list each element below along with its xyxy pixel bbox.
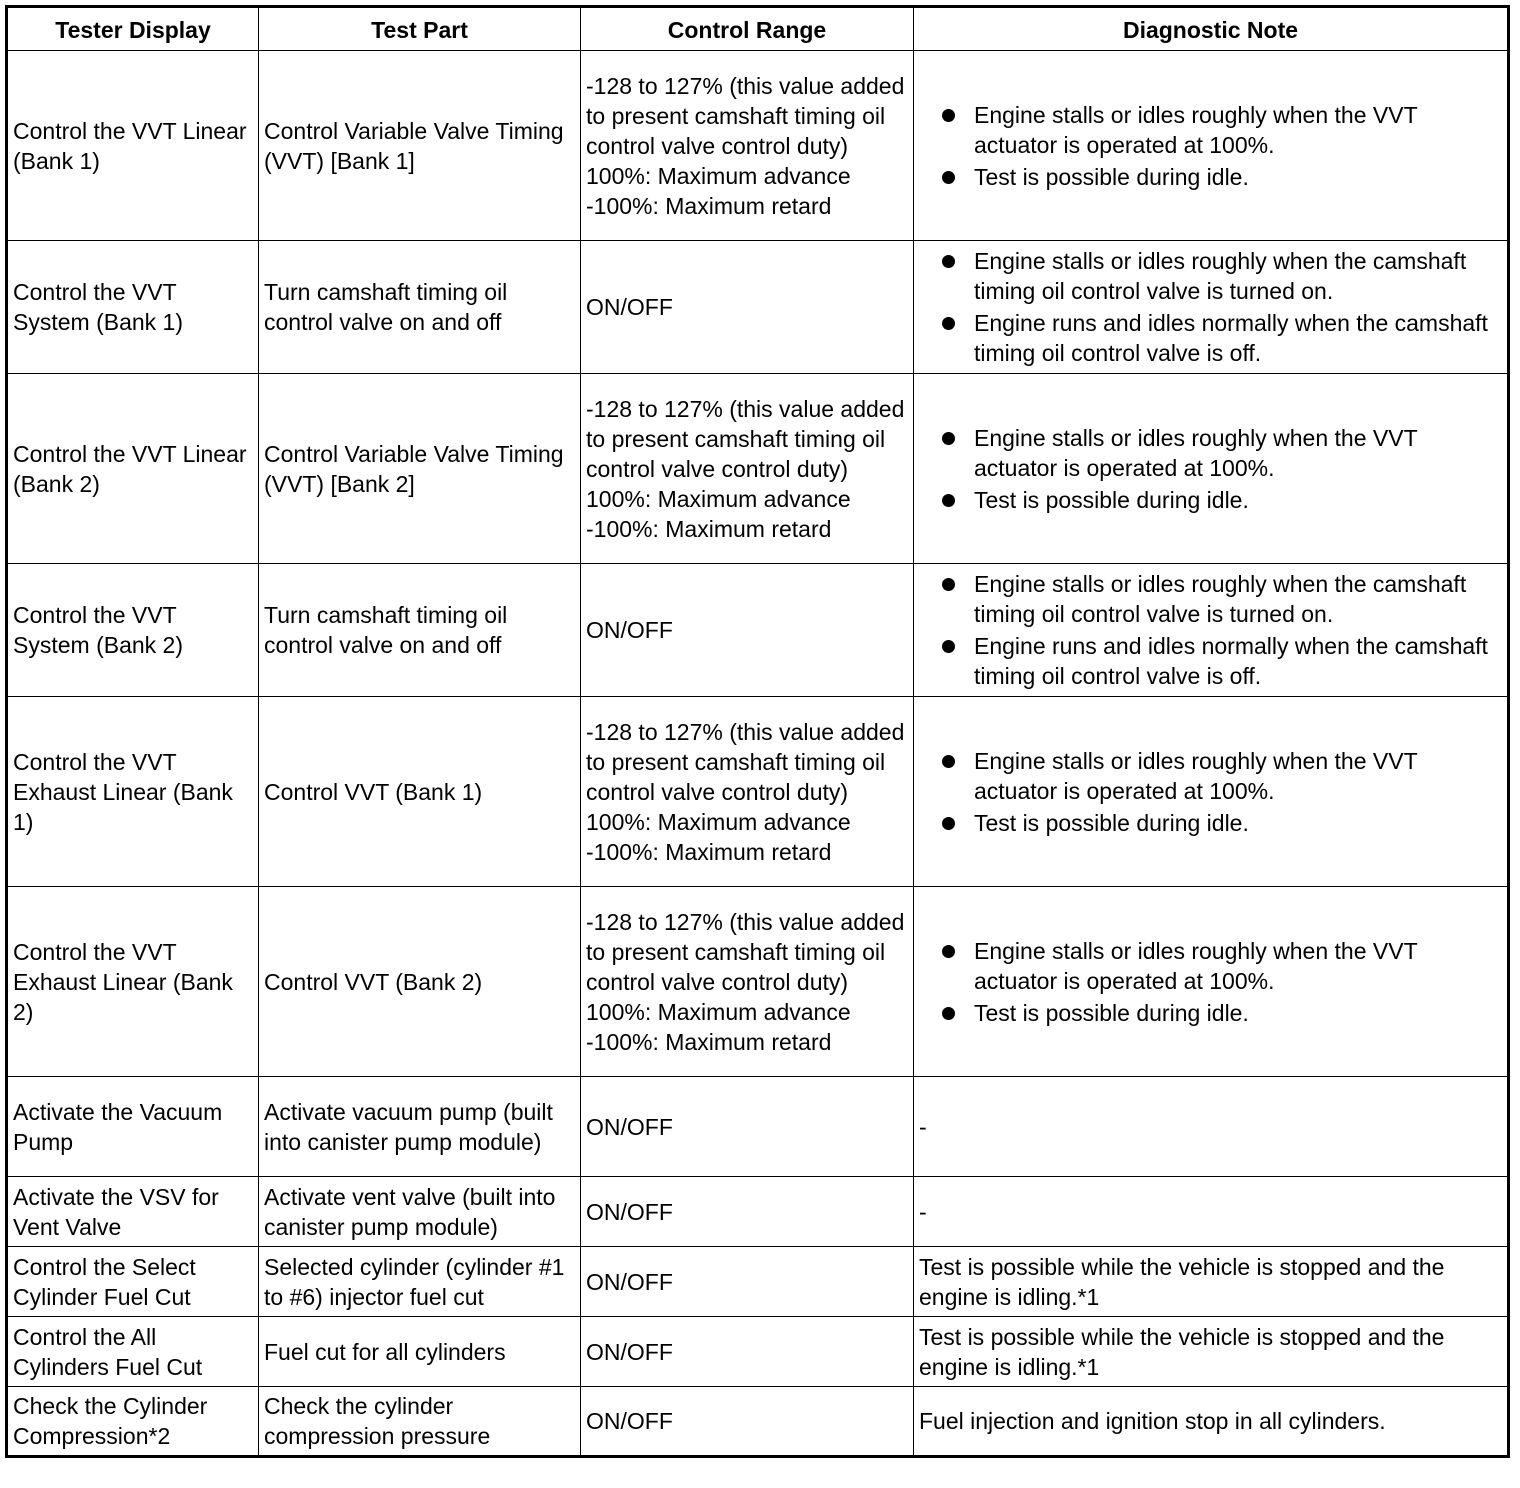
range-line: -100%: Maximum retard [586,515,832,542]
note-item [919,808,1502,838]
table-row [7,1247,1509,1317]
bullet-icon [942,317,955,330]
note-text: Engine runs and idles normally when the camshaft timing oil control valve is off. [974,633,1488,689]
tester-display-cell: Control the VVT Linear (Bank 1) [7,51,259,241]
note-item [919,998,1502,1028]
table-row [7,1387,1509,1457]
tester-display-cell: Control the VVT System (Bank 2) [7,564,259,697]
table-row [7,1317,1509,1387]
note-item [919,485,1502,515]
table-row [7,1077,1509,1177]
range-line: -128 to 127% (this value added to present camshaft timing oil control valve control duty) [586,395,905,482]
control-range-cell [581,697,914,887]
range-line: -100%: Maximum retard [586,192,832,219]
diagnostic-note-cell: - [914,1077,1509,1177]
range-line: -128 to 127% (this value added to present camshaft timing oil control valve control duty) [586,718,905,805]
tester-display-cell: Control the VVT Exhaust Linear (Bank 2) [7,887,259,1077]
range-line: 100%: Maximum advance [586,485,851,512]
note-list [919,100,1502,192]
tester-display-cell: Activate the VSV for Vent Valve [7,1177,259,1247]
test-part-cell: Check the cylinder compression pressure [259,1387,581,1457]
bullet-icon [942,755,955,768]
note-item [919,746,1502,806]
control-range-cell: ON/OFF [581,1387,914,1457]
range-line: 100%: Maximum advance [586,998,851,1025]
diagnostic-note-cell [914,887,1509,1077]
test-part-cell: Fuel cut for all cylinders [259,1317,581,1387]
header-control-range: Control Range [581,7,914,51]
range-line: -128 to 127% (this value added to present camshaft timing oil control valve control duty) [586,908,905,995]
test-part-cell: Control VVT (Bank 1) [259,697,581,887]
tester-display-cell: Check the Cylinder Compression*2 [7,1387,259,1457]
note-item [919,569,1502,629]
note-item [919,246,1502,306]
diagnostic-note-cell [914,51,1509,241]
tester-display-cell: Control the VVT Exhaust Linear (Bank 1) [7,697,259,887]
control-range-cell: ON/OFF [581,1247,914,1317]
control-range-cell: ON/OFF [581,241,914,374]
range-line: -100%: Maximum retard [586,1028,832,1055]
table-row [7,51,1509,241]
tester-display-cell: Control the VVT System (Bank 1) [7,241,259,374]
control-range-cell [581,51,914,241]
diagnostic-note-cell [914,241,1509,374]
note-item [919,308,1502,368]
table-row [7,374,1509,564]
control-range-cell: ON/OFF [581,1317,914,1387]
note-text: Engine stalls or idles roughly when the VVT actuator is operated at 100%. [974,424,1418,481]
table-row [7,887,1509,1077]
note-item [919,936,1502,996]
active-test-table [5,5,1510,1458]
table-row [7,241,1509,374]
range-line: 100%: Maximum advance [586,162,851,189]
note-text: Engine stalls or idles roughly when the VVT actuator is operated at 100%. [974,101,1418,158]
note-text: Engine stalls or idles roughly when the camshaft timing oil control valve is turned on. [974,571,1467,627]
diagnostic-note-cell [914,374,1509,564]
bullet-icon [942,640,955,653]
bullet-icon [942,945,955,958]
bullet-icon [942,255,955,268]
header-tester-display: Tester Display [7,7,259,51]
bullet-icon [942,578,955,591]
tester-display-cell: Control the All Cylinders Fuel Cut [7,1317,259,1387]
diagnostic-note-cell: - [914,1177,1509,1247]
note-text: Test is possible during idle. [974,486,1249,513]
control-range-cell: ON/OFF [581,1177,914,1247]
note-list [919,423,1502,515]
note-list [919,936,1502,1028]
control-range-cell: ON/OFF [581,564,914,697]
control-range-cell [581,374,914,564]
note-item [919,100,1502,160]
header-diagnostic-note: Diagnostic Note [914,7,1509,51]
tester-display-cell: Activate the Vacuum Pump [7,1077,259,1177]
diagnostic-note-cell: Fuel injection and ignition stop in all cylinders. [914,1387,1509,1457]
note-text: Engine stalls or idles roughly when the VVT actuator is operated at 100%. [974,937,1418,994]
header-test-part: Test Part [259,7,581,51]
note-text: Engine runs and idles normally when the camshaft timing oil control valve is off. [974,310,1488,366]
note-text: Test is possible during idle. [974,809,1249,836]
table-row [7,697,1509,887]
test-part-cell: Turn camshaft timing oil control valve on and off [259,241,581,374]
test-part-cell: Control Variable Valve Timing (VVT) [Bank 2] [259,374,581,564]
note-text: Test is possible during idle. [974,999,1249,1026]
range-line: -100%: Maximum retard [586,838,832,865]
bullet-icon [942,817,955,830]
test-part-cell: Activate vacuum pump (built into canister pump module) [259,1077,581,1177]
test-part-cell: Activate vent valve (built into canister pump module) [259,1177,581,1247]
test-part-cell: Selected cylinder (cylinder #1 to #6) injector fuel cut [259,1247,581,1317]
note-list [919,746,1502,838]
control-range-cell: ON/OFF [581,1077,914,1177]
control-range-cell [581,887,914,1077]
note-item [919,162,1502,192]
table-row [7,564,1509,697]
note-text: Engine stalls or idles roughly when the VVT actuator is operated at 100%. [974,747,1418,804]
range-line: -128 to 127% (this value added to present camshaft timing oil control valve control duty) [586,72,905,159]
diagnostic-note-cell: Test is possible while the vehicle is stopped and the engine is idling.*1 [914,1317,1509,1387]
range-line: 100%: Maximum advance [586,808,851,835]
note-list [919,246,1502,368]
bullet-icon [942,432,955,445]
test-part-cell: Control VVT (Bank 2) [259,887,581,1077]
test-part-cell: Control Variable Valve Timing (VVT) [Bank 1] [259,51,581,241]
diagnostic-note-cell [914,564,1509,697]
bullet-icon [942,494,955,507]
note-item [919,631,1502,691]
bullet-icon [942,171,955,184]
tester-display-cell: Control the Select Cylinder Fuel Cut [7,1247,259,1317]
note-item [919,423,1502,483]
note-text: Test is possible during idle. [974,163,1249,190]
header-row [7,7,1509,51]
bullet-icon [942,1007,955,1020]
tester-display-cell: Control the VVT Linear (Bank 2) [7,374,259,564]
diagnostic-note-cell: Test is possible while the vehicle is stopped and the engine is idling.*1 [914,1247,1509,1317]
test-part-cell: Turn camshaft timing oil control valve on and off [259,564,581,697]
table-row [7,1177,1509,1247]
note-list [919,569,1502,691]
diagnostic-note-cell [914,697,1509,887]
bullet-icon [942,109,955,122]
note-text: Engine stalls or idles roughly when the camshaft timing oil control valve is turned on. [974,248,1467,304]
